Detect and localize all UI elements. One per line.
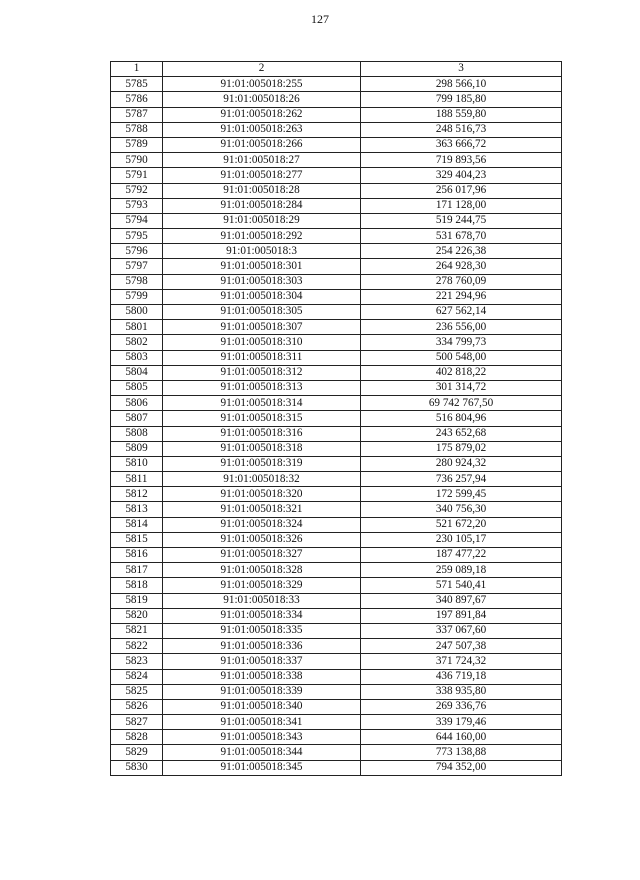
row-number-cell: 5795 xyxy=(111,229,163,244)
header-cell-col3: 3 xyxy=(361,62,562,77)
table-row xyxy=(111,122,562,137)
table-row xyxy=(111,760,562,775)
row-number-cell: 5821 xyxy=(111,623,163,638)
row-number-cell: 5820 xyxy=(111,608,163,623)
cadastral-number-cell: 91:01:005018:305 xyxy=(163,305,361,320)
table-row xyxy=(111,77,562,92)
table-row xyxy=(111,274,562,289)
table-row xyxy=(111,213,562,228)
cadastral-number-cell: 91:01:005018:277 xyxy=(163,168,361,183)
page-number: 127 xyxy=(311,12,329,26)
cadastral-number-cell: 91:01:005018:340 xyxy=(163,699,361,714)
cadastral-number-cell: 91:01:005018:334 xyxy=(163,608,361,623)
table-row xyxy=(111,456,562,471)
cadastral-number-cell: 91:01:005018:303 xyxy=(163,274,361,289)
cadastral-number-cell: 91:01:005018:314 xyxy=(163,396,361,411)
row-number-cell: 5805 xyxy=(111,380,163,395)
value-cell: 254 226,38 xyxy=(361,244,562,259)
value-cell: 334 799,73 xyxy=(361,335,562,350)
table-row xyxy=(111,639,562,654)
value-cell: 187 477,22 xyxy=(361,548,562,563)
row-number-cell: 5806 xyxy=(111,396,163,411)
table-row xyxy=(111,365,562,380)
row-number-cell: 5800 xyxy=(111,305,163,320)
value-cell: 371 724,32 xyxy=(361,654,562,669)
table-row xyxy=(111,654,562,669)
value-cell: 243 652,68 xyxy=(361,426,562,441)
table-row xyxy=(111,563,562,578)
value-cell: 175 879,02 xyxy=(361,441,562,456)
row-number-cell: 5816 xyxy=(111,548,163,563)
value-cell: 794 352,00 xyxy=(361,760,562,775)
value-cell: 363 666,72 xyxy=(361,137,562,152)
row-number-cell: 5817 xyxy=(111,563,163,578)
row-number-cell: 5793 xyxy=(111,198,163,213)
row-number-cell: 5807 xyxy=(111,411,163,426)
row-number-cell: 5829 xyxy=(111,745,163,760)
table-row xyxy=(111,244,562,259)
row-number-cell: 5826 xyxy=(111,699,163,714)
value-cell: 338 935,80 xyxy=(361,684,562,699)
cadastral-number-cell: 91:01:005018:284 xyxy=(163,198,361,213)
value-cell: 329 404,23 xyxy=(361,168,562,183)
value-cell: 278 760,09 xyxy=(361,274,562,289)
cadastral-number-cell: 91:01:005018:320 xyxy=(163,487,361,502)
cadastral-number-cell: 91:01:005018:339 xyxy=(163,684,361,699)
row-number-cell: 5814 xyxy=(111,517,163,532)
row-number-cell: 5828 xyxy=(111,730,163,745)
cadastral-number-cell: 91:01:005018:304 xyxy=(163,289,361,304)
cadastral-number-cell: 91:01:005018:29 xyxy=(163,213,361,228)
value-cell: 69 742 767,50 xyxy=(361,396,562,411)
cadastral-number-cell: 91:01:005018:315 xyxy=(163,411,361,426)
data-table xyxy=(110,61,562,776)
value-cell: 521 672,20 xyxy=(361,517,562,532)
row-number-cell: 5811 xyxy=(111,472,163,487)
table-row xyxy=(111,472,562,487)
value-cell: 298 566,10 xyxy=(361,77,562,92)
value-cell: 531 678,70 xyxy=(361,229,562,244)
value-cell: 197 891,84 xyxy=(361,608,562,623)
table-row xyxy=(111,92,562,107)
table-row xyxy=(111,548,562,563)
row-number-cell: 5822 xyxy=(111,639,163,654)
row-number-cell: 5797 xyxy=(111,259,163,274)
table-header xyxy=(111,62,562,77)
row-number-cell: 5794 xyxy=(111,213,163,228)
cadastral-number-cell: 91:01:005018:301 xyxy=(163,259,361,274)
row-number-cell: 5789 xyxy=(111,137,163,152)
cadastral-number-cell: 91:01:005018:336 xyxy=(163,639,361,654)
table-row xyxy=(111,487,562,502)
table-row xyxy=(111,289,562,304)
table-row xyxy=(111,593,562,608)
value-cell: 500 548,00 xyxy=(361,350,562,365)
cadastral-number-cell: 91:01:005018:32 xyxy=(163,472,361,487)
table-row xyxy=(111,305,562,320)
header-cell-col2: 2 xyxy=(163,62,361,77)
cadastral-number-cell: 91:01:005018:316 xyxy=(163,426,361,441)
cadastral-number-cell: 91:01:005018:345 xyxy=(163,760,361,775)
cadastral-number-cell: 91:01:005018:319 xyxy=(163,456,361,471)
row-number-cell: 5802 xyxy=(111,335,163,350)
table-row xyxy=(111,669,562,684)
value-cell: 337 067,60 xyxy=(361,623,562,638)
row-number-cell: 5813 xyxy=(111,502,163,517)
cadastral-number-cell: 91:01:005018:266 xyxy=(163,137,361,152)
row-number-cell: 5786 xyxy=(111,92,163,107)
cadastral-number-cell: 91:01:005018:263 xyxy=(163,122,361,137)
table-row xyxy=(111,153,562,168)
table-row xyxy=(111,608,562,623)
row-number-cell: 5815 xyxy=(111,532,163,547)
row-number-cell: 5823 xyxy=(111,654,163,669)
cadastral-number-cell: 91:01:005018:313 xyxy=(163,380,361,395)
table-row xyxy=(111,350,562,365)
row-number-cell: 5801 xyxy=(111,320,163,335)
table-row xyxy=(111,229,562,244)
table-row xyxy=(111,411,562,426)
value-cell: 519 244,75 xyxy=(361,213,562,228)
row-number-cell: 5804 xyxy=(111,365,163,380)
table-row xyxy=(111,684,562,699)
value-cell: 301 314,72 xyxy=(361,380,562,395)
value-cell: 247 507,38 xyxy=(361,639,562,654)
value-cell: 248 516,73 xyxy=(361,122,562,137)
cadastral-number-cell: 91:01:005018:343 xyxy=(163,730,361,745)
cadastral-number-cell: 91:01:005018:324 xyxy=(163,517,361,532)
table-row xyxy=(111,578,562,593)
table-body xyxy=(111,77,562,776)
row-number-cell: 5818 xyxy=(111,578,163,593)
cadastral-number-cell: 91:01:005018:318 xyxy=(163,441,361,456)
table-row xyxy=(111,699,562,714)
value-cell: 516 804,96 xyxy=(361,411,562,426)
cadastral-number-cell: 91:01:005018:312 xyxy=(163,365,361,380)
value-cell: 269 336,76 xyxy=(361,699,562,714)
cadastral-number-cell: 91:01:005018:307 xyxy=(163,320,361,335)
cadastral-number-cell: 91:01:005018:255 xyxy=(163,77,361,92)
value-cell: 259 089,18 xyxy=(361,563,562,578)
value-cell: 773 138,88 xyxy=(361,745,562,760)
value-cell: 736 257,94 xyxy=(361,472,562,487)
table-row xyxy=(111,380,562,395)
table-row xyxy=(111,426,562,441)
cadastral-number-cell: 91:01:005018:26 xyxy=(163,92,361,107)
table-row xyxy=(111,198,562,213)
cadastral-number-cell: 91:01:005018:344 xyxy=(163,745,361,760)
value-cell: 264 928,30 xyxy=(361,259,562,274)
row-number-cell: 5810 xyxy=(111,456,163,471)
row-number-cell: 5819 xyxy=(111,593,163,608)
value-cell: 172 599,45 xyxy=(361,487,562,502)
row-number-cell: 5791 xyxy=(111,168,163,183)
table-row xyxy=(111,335,562,350)
cadastral-number-cell: 91:01:005018:341 xyxy=(163,715,361,730)
cadastral-number-cell: 91:01:005018:329 xyxy=(163,578,361,593)
value-cell: 230 105,17 xyxy=(361,532,562,547)
table-row xyxy=(111,259,562,274)
value-cell: 719 893,56 xyxy=(361,153,562,168)
row-number-cell: 5830 xyxy=(111,760,163,775)
table-row xyxy=(111,745,562,760)
row-number-cell: 5787 xyxy=(111,107,163,122)
cadastral-number-cell: 91:01:005018:33 xyxy=(163,593,361,608)
table-row xyxy=(111,320,562,335)
value-cell: 402 818,22 xyxy=(361,365,562,380)
table-row xyxy=(111,502,562,517)
row-number-cell: 5785 xyxy=(111,77,163,92)
table-row xyxy=(111,441,562,456)
cadastral-number-cell: 91:01:005018:292 xyxy=(163,229,361,244)
table-row xyxy=(111,532,562,547)
value-cell: 571 540,41 xyxy=(361,578,562,593)
value-cell: 280 924,32 xyxy=(361,456,562,471)
row-number-cell: 5827 xyxy=(111,715,163,730)
cadastral-number-cell: 91:01:005018:335 xyxy=(163,623,361,638)
header-row xyxy=(111,62,562,77)
header-cell-col1: 1 xyxy=(111,62,163,77)
table-row xyxy=(111,623,562,638)
value-cell: 339 179,46 xyxy=(361,715,562,730)
value-cell: 436 719,18 xyxy=(361,669,562,684)
row-number-cell: 5790 xyxy=(111,153,163,168)
table-row xyxy=(111,168,562,183)
row-number-cell: 5796 xyxy=(111,244,163,259)
row-number-cell: 5825 xyxy=(111,684,163,699)
cadastral-number-cell: 91:01:005018:338 xyxy=(163,669,361,684)
row-number-cell: 5799 xyxy=(111,289,163,304)
value-cell: 627 562,14 xyxy=(361,305,562,320)
value-cell: 256 017,96 xyxy=(361,183,562,198)
value-cell: 236 556,00 xyxy=(361,320,562,335)
cadastral-number-cell: 91:01:005018:327 xyxy=(163,548,361,563)
cadastral-number-cell: 91:01:005018:28 xyxy=(163,183,361,198)
cadastral-number-cell: 91:01:005018:310 xyxy=(163,335,361,350)
value-cell: 799 185,80 xyxy=(361,92,562,107)
row-number-cell: 5808 xyxy=(111,426,163,441)
cadastral-number-cell: 91:01:005018:3 xyxy=(163,244,361,259)
row-number-cell: 5824 xyxy=(111,669,163,684)
row-number-cell: 5812 xyxy=(111,487,163,502)
cadastral-number-cell: 91:01:005018:321 xyxy=(163,502,361,517)
value-cell: 340 897,67 xyxy=(361,593,562,608)
value-cell: 644 160,00 xyxy=(361,730,562,745)
table-row xyxy=(111,730,562,745)
value-cell: 171 128,00 xyxy=(361,198,562,213)
table-row xyxy=(111,183,562,198)
row-number-cell: 5792 xyxy=(111,183,163,198)
row-number-cell: 5798 xyxy=(111,274,163,289)
cadastral-number-cell: 91:01:005018:311 xyxy=(163,350,361,365)
table-row xyxy=(111,715,562,730)
cadastral-number-cell: 91:01:005018:27 xyxy=(163,153,361,168)
cadastral-number-cell: 91:01:005018:337 xyxy=(163,654,361,669)
value-cell: 188 559,80 xyxy=(361,107,562,122)
table-row xyxy=(111,107,562,122)
cadastral-number-cell: 91:01:005018:326 xyxy=(163,532,361,547)
table-row xyxy=(111,137,562,152)
table-row xyxy=(111,517,562,532)
cadastral-number-cell: 91:01:005018:328 xyxy=(163,563,361,578)
row-number-cell: 5788 xyxy=(111,122,163,137)
row-number-cell: 5809 xyxy=(111,441,163,456)
value-cell: 340 756,30 xyxy=(361,502,562,517)
row-number-cell: 5803 xyxy=(111,350,163,365)
value-cell: 221 294,96 xyxy=(361,289,562,304)
table-row xyxy=(111,396,562,411)
cadastral-number-cell: 91:01:005018:262 xyxy=(163,107,361,122)
